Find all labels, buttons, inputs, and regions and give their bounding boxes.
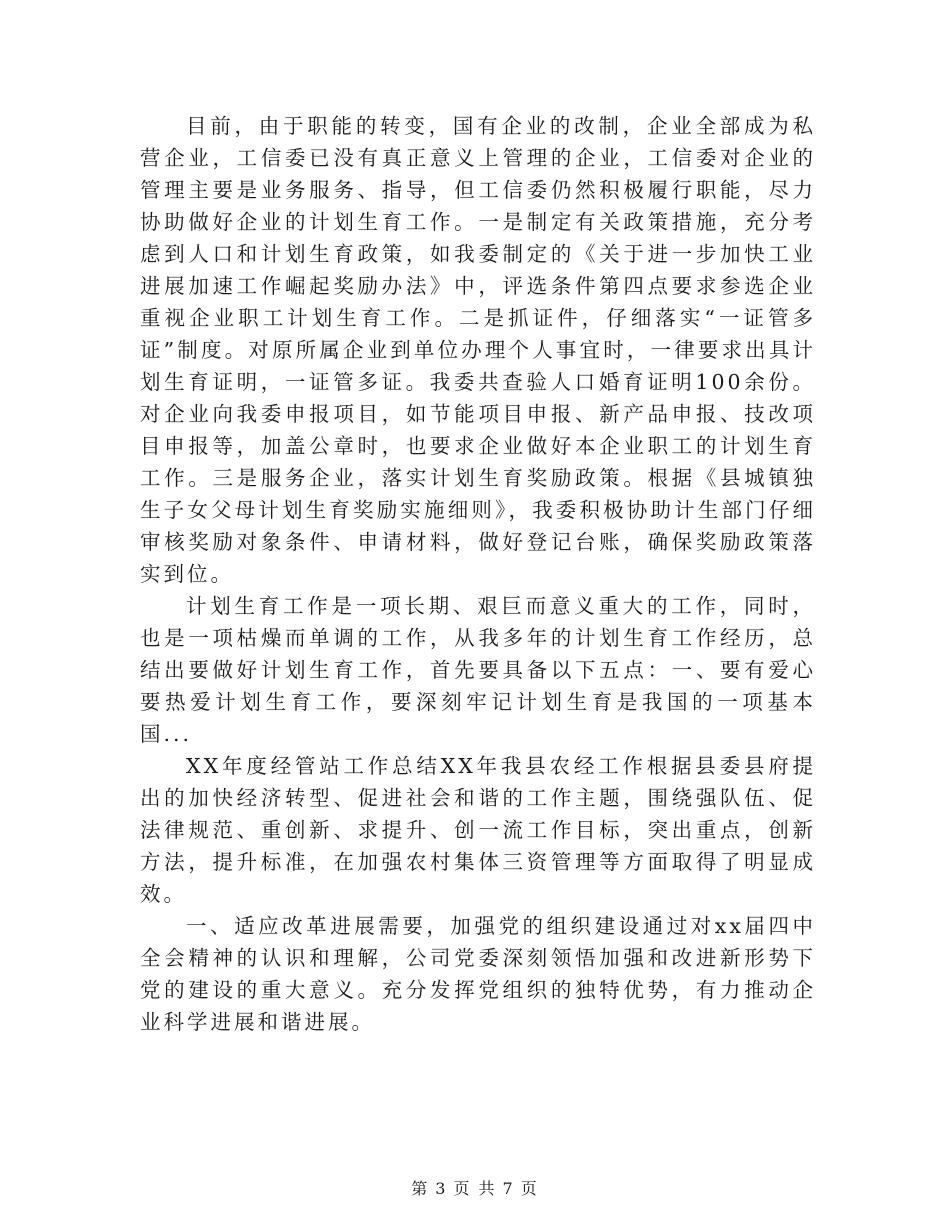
paragraph-4: 一、适应改革进展需要，加强党的组织建设通过对xx届四中全会精神的认识和理解，公司党委深刻领悟加强和改进新形势下党的建设的重大意义。充分发挥党组织的独特优势，有力推动企业科学进展和谐进展。 bbox=[140, 914, 816, 1034]
footer-middle: 页 共 bbox=[453, 1179, 497, 1198]
paragraph-2: 计划生育工作是一项长期、艰巨而意义重大的工作，同时，也是一项枯燥而单调的工作，从我多年的计划生育工作经历，总结出要做好计划生育工作，首先要具备以下五点：一、要有爱心要热爱计划生育工作，要深刻牢记计划生育是我国的一项基本国... bbox=[140, 594, 816, 746]
paragraph-3: XX年度经管站工作总结XX年我县农经工作根据县委县府提出的加快经济转型、促进社会和谐的工作主题，围绕强队伍、促法律规范、重创新、求提升、创一流工作目标，突出重点，创新方法，提升标准，在加强农村集体三资管理等方面取得了明显成效。 bbox=[140, 754, 816, 906]
footer-current-page: 3 bbox=[435, 1179, 448, 1198]
document-body bbox=[140, 110, 816, 1038]
footer-suffix: 页 bbox=[520, 1179, 539, 1198]
page-footer bbox=[0, 1176, 950, 1199]
footer-total-pages: 7 bbox=[502, 1179, 515, 1198]
paragraph-1: 目前，由于职能的转变，国有企业的改制，企业全部成为私营企业，工信委已没有真正意义上管理的企业，工信委对企业的管理主要是业务服务、指导，但工信委仍然积极履行职能，尽力协助做好企业的计划生育工作。一是制定有关政策措施，充分考虑到人口和计划生育政策，如我委制定的《关于进一步加快工业进展加速工作崛起奖励办法》中，评选条件第四点要求参选企业重视企业职工计划生育工作。二是抓证件，仔细落实“一证管多证”制度。对原所属企业到单位办理个人事宜时，一律要求出具计划生育证明，一证管多证。我委共查验人口婚育证明100余份。对企业向我委申报项目，如节能项目申报、新产品申报、技改项目申报等，加盖公章时，也要求企业做好本企业职工的计划生育工作。三是服务企业，落实计划生育奖励政策。根据《县城镇独生子女父母计划生育奖励实施细则》，我委积极协助计生部门仔细审核奖励对象条件、申请材料，做好登记台账，确保奖励政策落实到位。 bbox=[140, 114, 816, 586]
footer-prefix: 第 bbox=[411, 1179, 430, 1198]
